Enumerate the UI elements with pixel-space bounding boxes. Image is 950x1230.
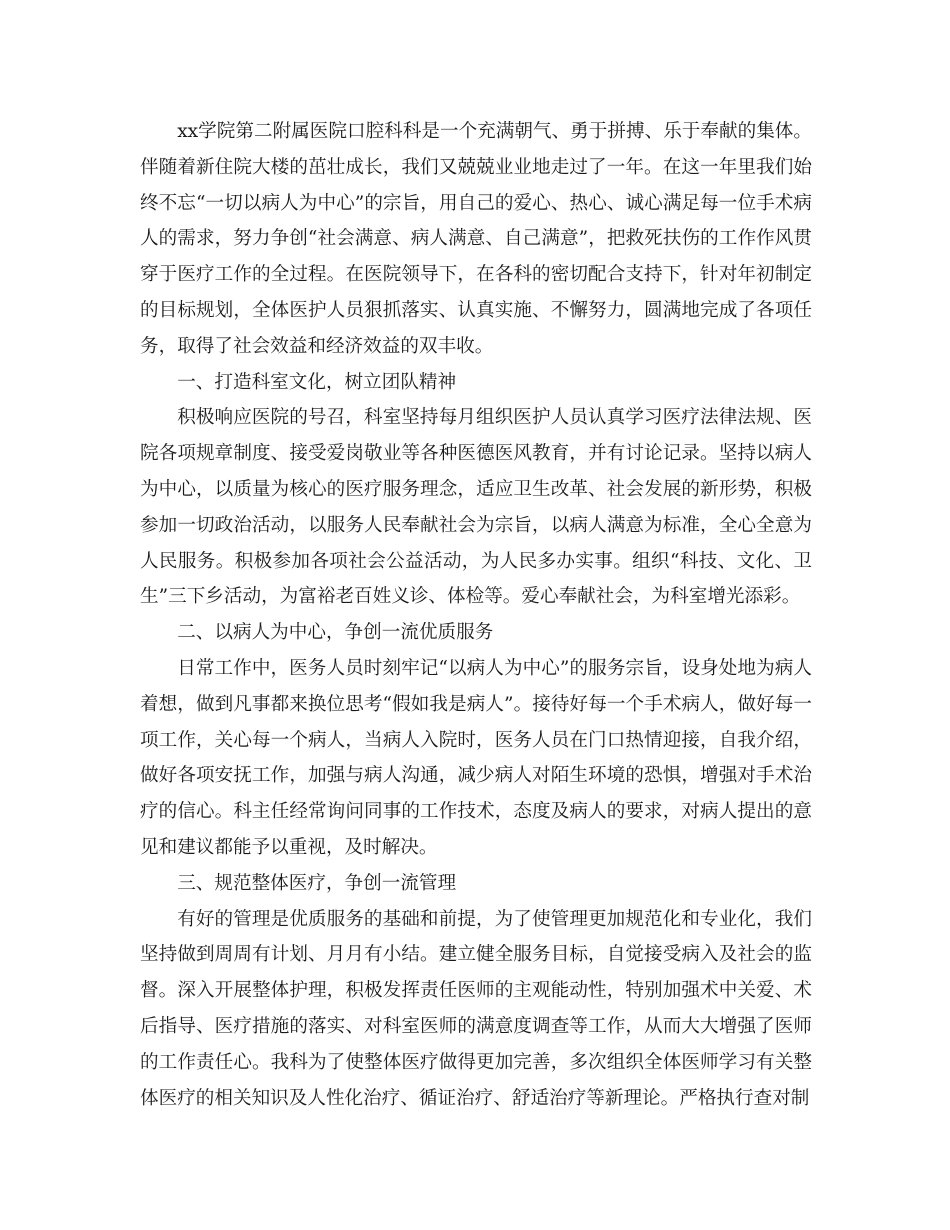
document-body <box>140 114 812 1116</box>
section-2-paragraph: 日常工作中，医务人员时刻牢记“以病人为中心”的服务宗旨，设身处地为病人着想，做到凡事都来换位思考“假如我是病人”。接待好每一个手术病人，做好每一项工作，关心每一个病人，当病人入院时，医务人员在门口热情迎接，自我介绍，做好各项安抚工作，加强与病人沟通，减少病人对陌生环境的恐惧，增强对手术治疗的信心。科主任经常询问同事的工作技术，态度及病人的要求，对病人提出的意见和建议都能予以重视，及时解决。 <box>140 657 812 858</box>
section-heading-3: 三、规范整体医疗，争创一流管理 <box>177 872 457 894</box>
intro-paragraph: xx学院第二附属医院口腔科科是一个充满朝气、勇于拼搏、乐于奉献的集体。伴随着新住院大楼的茁壮成长，我们又兢兢业业地走过了一年。在这一年里我们始终不忘“一切以病人为中心”的宗旨，用自己的爱心、热心、诚心满足每一位手术病人的需求，努力争创“社会满意、病人满意、自己满意”，把救死扶伤的工作作风贯穿于医疗工作的全过程。在医院领导下，在各科的密切配合支持下，针对年初制定的目标规划，全体医护人员狠抓落实、认真实施、不懈努力，圆满地完成了各项任务，取得了社会效益和经济效益的双丰收。 <box>140 121 812 357</box>
section-heading-2: 二、以病人为中心，争创一流优质服务 <box>177 622 494 644</box>
section-3-paragraph: 有好的管理是优质服务的基础和前提，为了使管理更加规范化和专业化，我们坚持做到周周有计划、月月有小结。建立健全服务目标，自觉接受病入及社会的监督。深入开展整体护理，积极发挥责任医师的主观能动性，特别加强术中关爱、术后指导、医疗措施的落实、对科室医师的满意度调查等工作，从而大大增强了医师的工作责任心。我科为了使整体医疗做得更加完善，多次组织全体医师学习有关整体医疗的相关知识及人性化治疗、循证治疗、舒适治疗等新理论。严格执行查对制 <box>140 908 812 1109</box>
section-heading-1: 一、打造科室文化，树立团队精神 <box>177 371 457 393</box>
section-1-paragraph: 积极响应医院的号召，科室坚持每月组织医护人员认真学习医疗法律法规、医院各项规章制度、接受爱岗敬业等各种医德医风教育，并有讨论记录。坚持以病人为中心，以质量为核心的医疗服务理念，适应卫生改革、社会发展的新形势，积极参加一切政治活动，以服务人民奉献社会为宗旨，以病人满意为标准，全心全意为人民服务。积极参加各项社会公益活动，为人民多办实事。组织“科技、文化、卫生”三下乡活动，为富裕老百姓义诊、体检等。爱心奉献社会，为科室增光添彩。 <box>140 407 812 608</box>
